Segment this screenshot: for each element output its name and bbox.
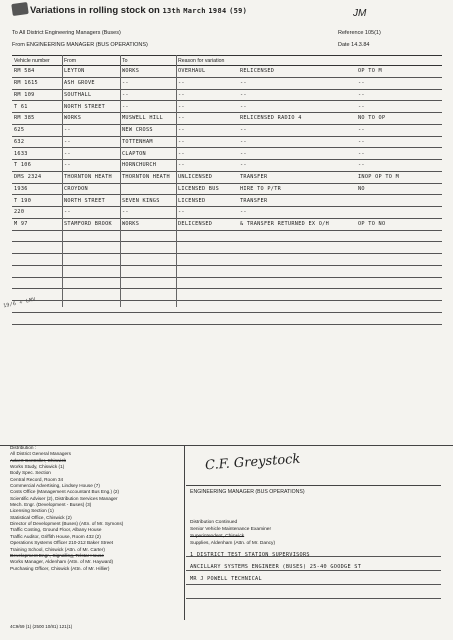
table-cell [356,242,442,254]
table-cell: TRANSFER [238,171,356,183]
column-divider [120,55,121,307]
distribution-item: Development Engr., Signalling, Telstar House [10,552,104,558]
table-cell [238,301,356,313]
table-cell: T 190 [12,195,62,207]
table-cell: -- [356,136,442,148]
table-cell [356,301,442,313]
table-cell: RM 1615 [12,77,62,89]
table-row [12,195,442,207]
table-cell: NORTH STREET [62,195,120,207]
date: Date 14.3.84 [338,42,370,48]
table-cell: -- [62,207,120,219]
table-cell [356,195,442,207]
table-cell: -- [238,124,356,136]
table-cell [176,265,238,277]
table-row [12,254,442,266]
table-cell: LICENSED [176,195,238,207]
redaction-mark [11,2,29,16]
table-cell: THORNTON HEATH [120,171,176,183]
table-cell [62,301,120,313]
distribution-continued-heading: Distribution Continued [190,520,238,525]
table-cell [12,242,62,254]
table-cell [62,277,120,289]
column-header: Vehicle number [12,56,62,66]
table-cell [356,312,442,324]
table-cell [120,242,176,254]
table-cell: NO [356,183,442,195]
table-row [12,265,442,277]
table-cell [12,312,62,324]
table-cell: -- [238,89,356,101]
table-cell [176,289,238,301]
table-cell [356,230,442,242]
table-cell: -- [356,160,442,172]
table-cell: OVERHAUL [176,66,238,78]
table-cell: HORNCHURCH [120,160,176,172]
table-cell: RM 109 [12,89,62,101]
table-cell [62,312,120,324]
table-cell [238,277,356,289]
table-cell: -- [176,124,238,136]
signature-line [186,485,441,486]
table-cell: DELICENSED [176,218,238,230]
table-cell: 625 [12,124,62,136]
distribution-item: Director of Development (Buses) (Attn. of Mr. Symons) [10,521,124,527]
distribution-item: Costs Office (Management Accountant Bus Eng.) (2) [10,489,120,495]
table-row [12,183,442,195]
table-cell: WORKS [62,113,120,125]
table-cell [12,277,62,289]
table-cell: T 106 [12,160,62,172]
table-cell: -- [356,124,442,136]
table-cell: & TRANSFER RETURNED EX O/H [238,218,356,230]
table-cell: OP TO M [356,66,442,78]
table-cell [356,289,442,301]
ruled-line [186,556,441,557]
table-cell: HIRE TO P/TR [238,183,356,195]
table-row [12,124,442,136]
table-cell: -- [176,207,238,219]
table-cell [176,301,238,313]
table-cell: -- [356,89,442,101]
table-cell: RM 385 [12,113,62,125]
table-cell: M 97 [12,218,62,230]
to-line: To All District Engineering Managers (Buses) [12,30,121,36]
ruled-line [186,570,441,571]
table-cell [62,230,120,242]
column-header: To [120,56,176,66]
variations-table [12,55,442,325]
table-cell [176,242,238,254]
table-cell: RM 584 [12,66,62,78]
table-cell: WORKS [120,66,176,78]
table-cell: RELICENSED [238,66,356,78]
table-cell: -- [62,124,120,136]
table-cell [12,254,62,266]
table-cell: 1936 [12,183,62,195]
handwritten-recipient: ANCILLARY SYSTEMS ENGINEER (BUSES) 25-40 GOODGE ST [190,564,362,570]
table-cell: NEW CROSS [120,124,176,136]
table-cell [62,289,120,301]
table-row [12,230,442,242]
table-cell [120,301,176,313]
table-cell [238,289,356,301]
table-row [12,301,442,313]
table-cell [12,265,62,277]
table-cell [120,312,176,324]
table-cell [62,242,120,254]
distribution-heading: Distribution : [10,445,37,450]
distribution-continued-item: Senior Vehicle Maintenance Examiner [190,527,272,532]
table-cell [238,254,356,266]
table-row [12,136,442,148]
table-cell: TRANSFER [238,195,356,207]
distribution-item: Commercial Advertising, Lindsey House (7) [10,483,100,489]
table-cell: -- [238,101,356,113]
table-cell: LICENSED BUS [176,183,238,195]
table-cell [238,242,356,254]
table-cell: -- [120,77,176,89]
form-footer-code: 4C9/69 (1) (2500 10/81) 121(1) [10,624,73,629]
document-title: Variations in rolling stock on 13th March 1984 (59) [30,5,248,16]
table-cell: -- [176,136,238,148]
table-cell [120,254,176,266]
table-row [12,101,442,113]
table-cell [356,254,442,266]
table-cell [176,312,238,324]
distribution-list [10,445,182,572]
table-cell [62,254,120,266]
table-cell: CLAPTON [120,148,176,160]
table-cell [356,277,442,289]
table-cell: NORTH STREET [62,101,120,113]
table-cell: -- [62,136,120,148]
table-row [12,148,442,160]
distribution-item: Mech. Engr. (Development - Buses) (3) [10,502,92,508]
table-cell: 632 [12,136,62,148]
distribution-continued-item: Superintendent, Chiswick [190,534,245,539]
margin-note: 19/6 + LMV [2,296,37,310]
reference: Reference 105(1) [338,30,381,36]
table-cell: -- [176,160,238,172]
table-cell: -- [176,101,238,113]
table-cell: -- [120,207,176,219]
table-cell: UNLICENSED [176,171,238,183]
table-cell [12,230,62,242]
table-cell: NO TO OP [356,113,442,125]
table-cell [176,277,238,289]
distribution-item: All District General Managers [10,451,71,457]
table-cell [176,254,238,266]
table-cell: CROYDON [62,183,120,195]
table-row [12,242,442,254]
signature: C.F. Greystock [204,451,301,474]
table-cell: THORNTON HEATH [62,171,120,183]
table-header-row [12,56,442,66]
table-cell [356,207,442,219]
table-cell: DMS 2324 [12,171,62,183]
table-cell: -- [120,101,176,113]
table-cell [120,289,176,301]
table-cell: 1633 [12,148,62,160]
distribution-item: Licensing Section (1) [10,508,54,514]
table-cell [62,265,120,277]
table-row [12,218,442,230]
table-row [12,113,442,125]
table-cell [238,312,356,324]
signatory-title: ENGINEERING MANAGER (BUS OPERATIONS) [190,489,305,495]
distribution-continued [190,519,361,583]
table-cell: STAMFORD BROOK [62,218,120,230]
table-cell: -- [356,148,442,160]
table-row [12,77,442,89]
table-cell [356,265,442,277]
table-cell [238,230,356,242]
handwritten-recipient: 1 DISTRICT TEST STATION SUPERVISORS [190,552,310,558]
table-cell: OP TO NO [356,218,442,230]
table-cell: INOP OP TO M [356,171,442,183]
distribution-item: Traffic Auditor, Griffith House, Room 432 (2) [10,533,101,539]
table-row [12,312,442,324]
distribution-item: Works Study, Chiswick (1) [10,464,65,470]
table-cell [120,183,176,195]
table-cell: -- [238,77,356,89]
table-cell: -- [356,77,442,89]
table-row [12,277,442,289]
table-cell: -- [176,89,238,101]
table-cell: MUSWELL HILL [120,113,176,125]
table-cell [176,230,238,242]
table-row [12,289,442,301]
table-cell: -- [176,113,238,125]
table-row [12,171,442,183]
column-divider [176,55,177,307]
distribution-item: Scientific Adviser (2), Distribution Services Manager [10,495,118,501]
table-row [12,89,442,101]
table-cell: ASH GROVE [62,77,120,89]
table-cell: SEVEN KINGS [120,195,176,207]
table-cell: -- [176,148,238,160]
column-header: Reason for variation [176,56,442,66]
table-cell: 220 [12,207,62,219]
table-cell: -- [176,77,238,89]
from-line: From ENGINEERING MANAGER (BUS OPERATIONS) [12,42,148,48]
distribution-item: Statistical Office, Chiswick (2) [10,514,72,520]
distribution-continued-item: Supplies, Aldenham (Attn. of Mr. Dancy) [190,541,276,546]
table-cell: LEYTON [62,66,120,78]
table-cell: -- [62,160,120,172]
table-row [12,160,442,172]
table-cell [120,230,176,242]
table-cell: -- [238,148,356,160]
table-cell: -- [238,136,356,148]
column-header: From [62,56,120,66]
table-cell: SOUTHALL [62,89,120,101]
table-cell [238,265,356,277]
section-divider-vertical [184,445,185,620]
distribution-item: Traffic Costing, Ground Floor, Albany House [10,527,102,533]
distribution-item: Training School, Chiswick (Attn. of Mr. Carter) [10,546,105,552]
distribution-item: Body Spec. Section [10,470,51,476]
table-cell: RELICENSED RADIO 4 [238,113,356,125]
ruled-line [186,598,441,599]
table-cell: TOTTENHAM [120,136,176,148]
table-row [12,207,442,219]
distribution-item: Central Record, Room 34 [10,476,64,482]
table-cell: -- [238,207,356,219]
table-cell: -- [238,160,356,172]
column-divider [62,55,63,307]
handwritten-recipient: MR J POWELL TECHNICAL [190,576,262,582]
ruled-line [186,584,441,585]
table-cell: -- [120,89,176,101]
distribution-item: Purchasing Officer, Chiswick (Attn. of Mr. Hillier) [10,565,110,571]
table-cell: T 61 [12,101,62,113]
table-cell [120,265,176,277]
table-cell [120,277,176,289]
table-cell: -- [356,101,442,113]
handwritten-initials: JM [353,8,367,19]
distribution-item: Operations Systems Officer 210-212 Baker Street [10,540,114,546]
distribution-item: Works Manager, Aldenham (Attn. of Mr. Hayward) [10,559,114,565]
table-row [12,66,442,78]
table-cell: -- [62,148,120,160]
table-cell: WORKS [120,218,176,230]
distribution-item: Advert Controller, Chiswick [10,457,67,463]
